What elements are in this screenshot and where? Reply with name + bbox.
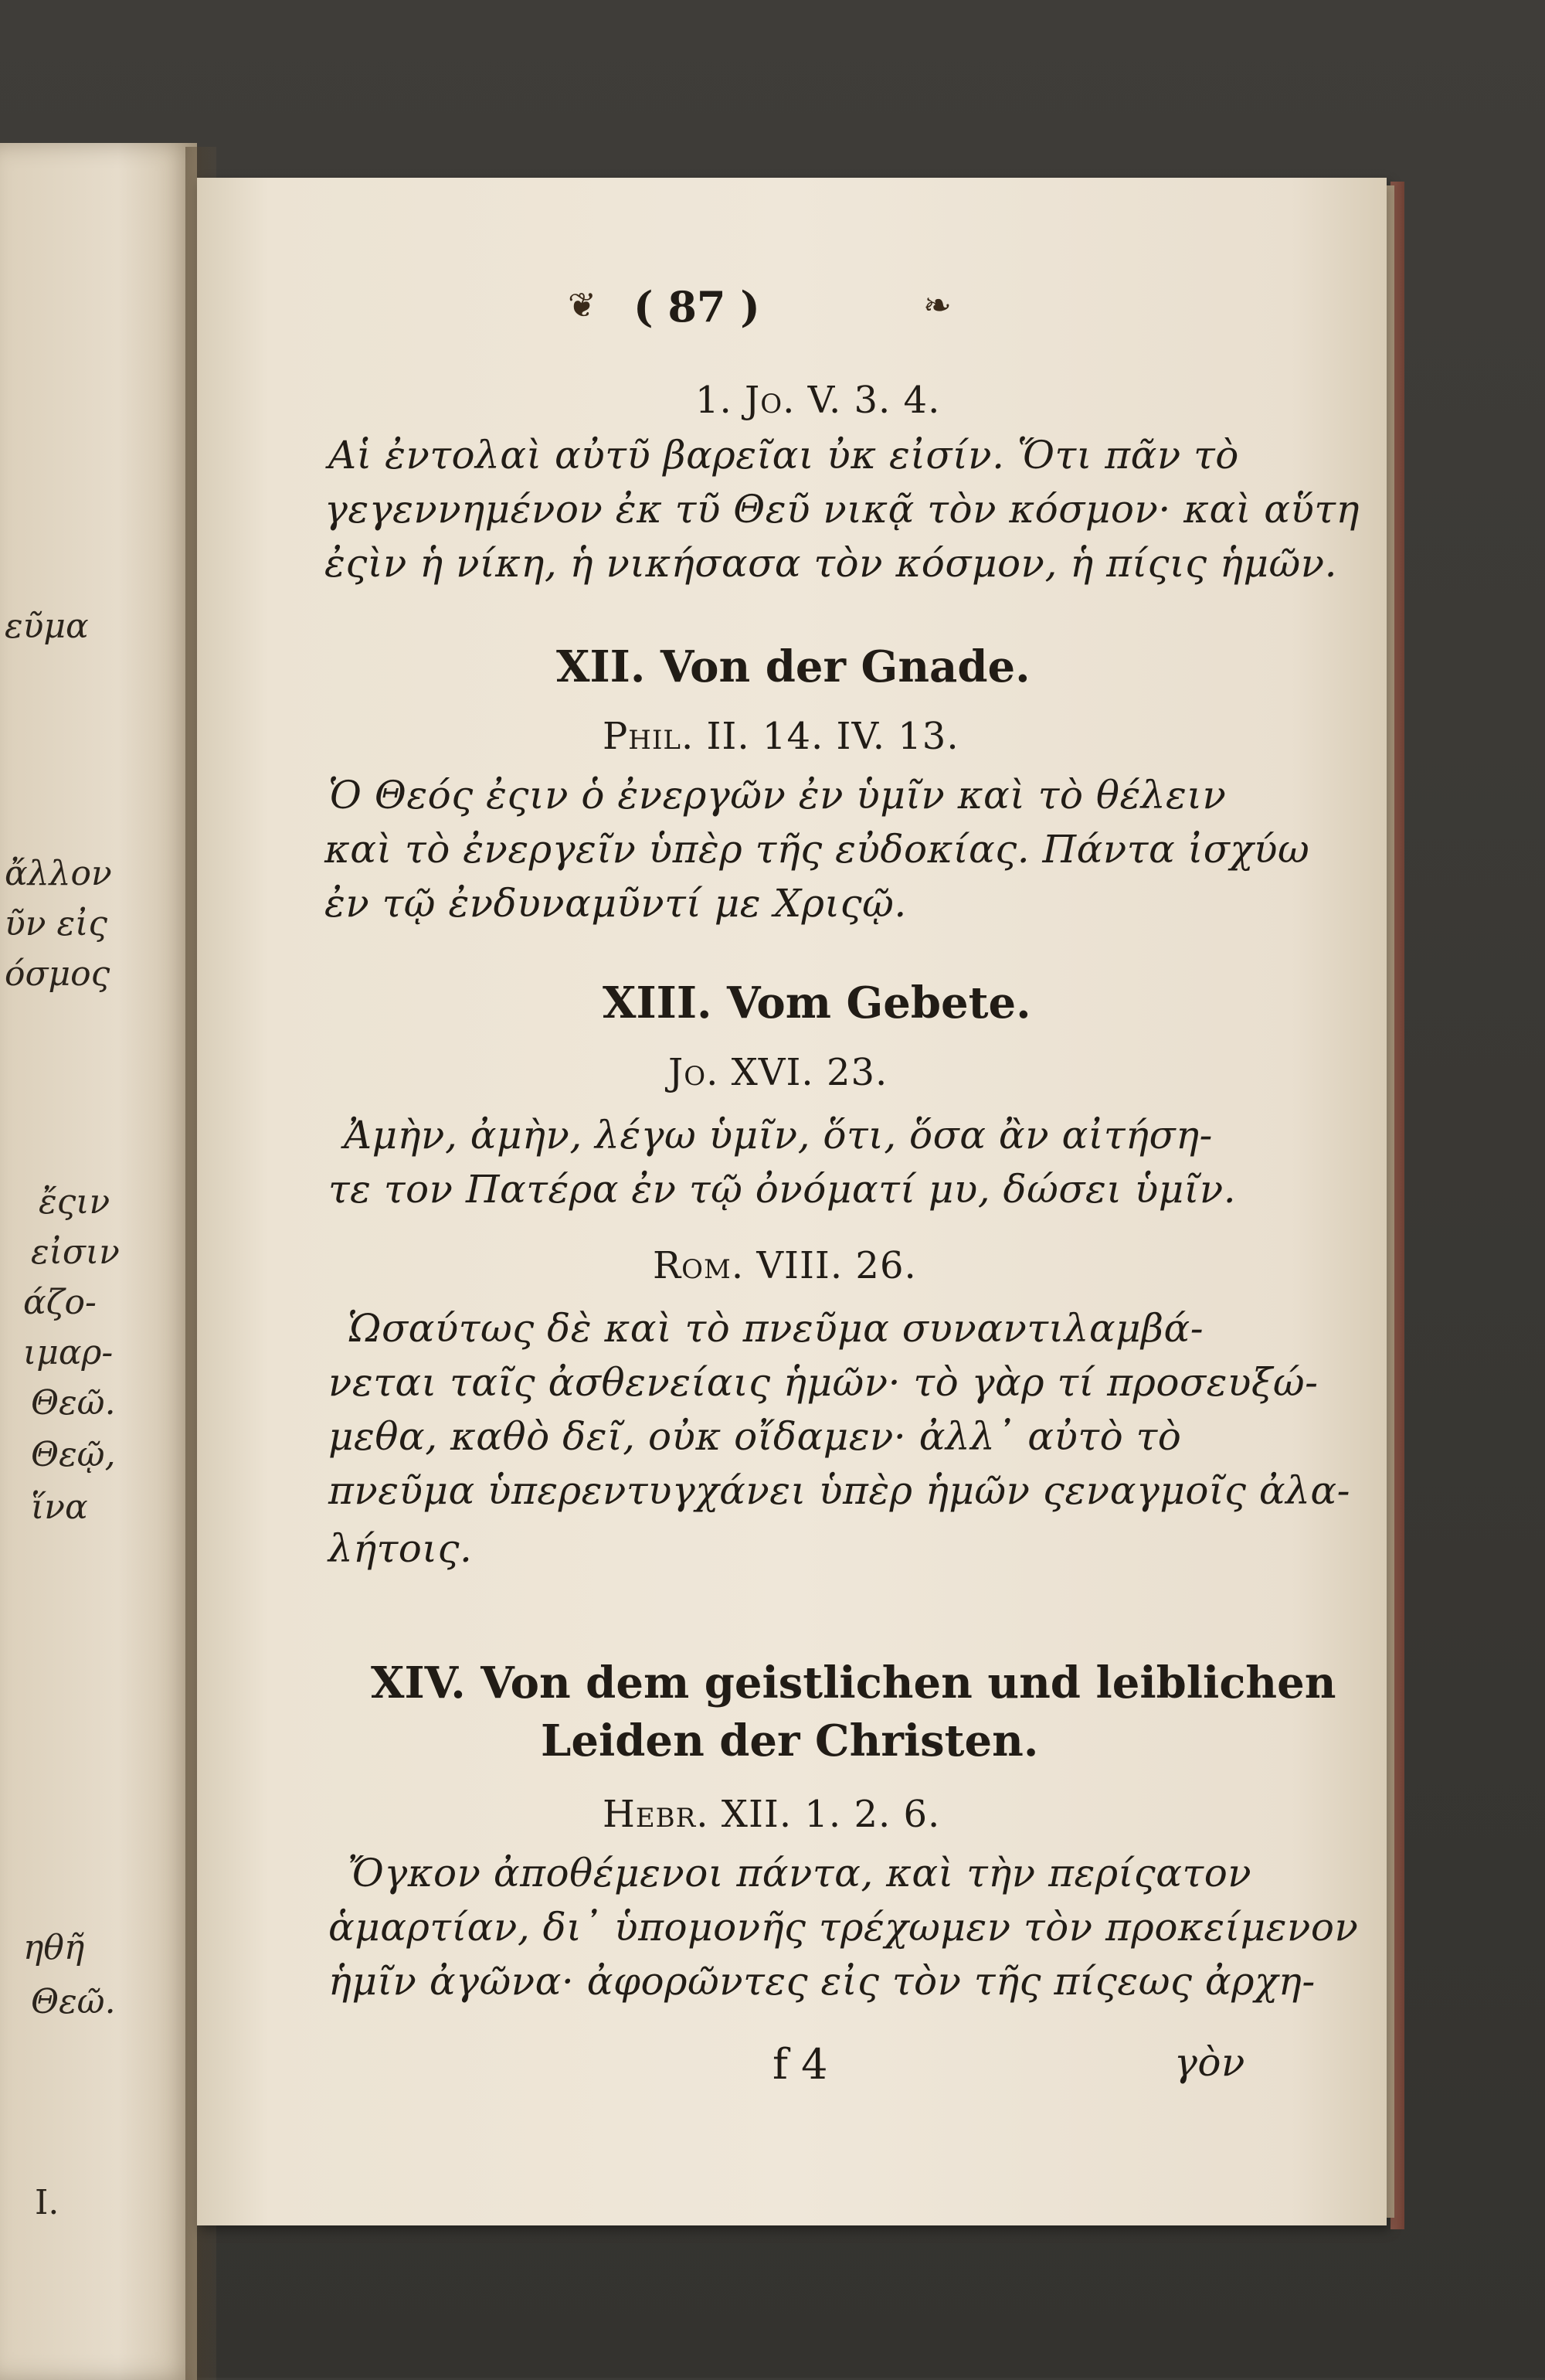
signature-mark: f 4 bbox=[772, 2040, 828, 2089]
left-fragment: όσμος bbox=[5, 954, 110, 994]
greek-text-line: γεγεννημένον ἐκ τῦ Θεῦ νικᾷ τὸν κόσμον· καὶ αὕτη bbox=[324, 487, 1360, 532]
scripture-reference: Jo. XVI. 23. bbox=[668, 1051, 888, 1094]
left-fragment: εἰσιν bbox=[31, 1232, 120, 1272]
greek-text-line: Ὄγκον ἀποθέμενοι πάντα, καὶ τὴν περίςατον bbox=[348, 1851, 1252, 1896]
greek-text-line: καὶ τὸ ἐνεργεῖν ὑπὲρ τῆς εὐδοκίας. Πάντα ἰσχύω bbox=[324, 827, 1310, 872]
greek-text-line: ἡμῖν ἀγῶνα· ἀφορῶντες εἰς τὸν τῆς πίςεως ἀρχη- bbox=[328, 1959, 1316, 2004]
greek-text-line: Ἀμὴν, ἀμὴν, λέγω ὑμῖν, ὅτι, ὅσα ἂν αἰτήση- bbox=[344, 1113, 1213, 1158]
greek-text-line: μεθα, καθὸ δεῖ, οὐκ οἴδαμεν· ἀλλ᾽ αὐτὸ τὸ bbox=[328, 1414, 1182, 1459]
left-fragment: ιμαρ- bbox=[23, 1333, 114, 1372]
greek-text-line: ἁμαρτίαν, δι᾽ ὑπομονῆς τρέχωμεν τὸν προκείμενον bbox=[328, 1905, 1359, 1950]
left-fragment: ἵνα bbox=[31, 1488, 88, 1527]
left-fragment: εῦμα bbox=[5, 607, 89, 646]
section-heading: XII. Von der Gnade. bbox=[556, 641, 1031, 692]
greek-text-line: ἐν τῷ ἐνδυναμῦντί με Χριςῷ. bbox=[324, 881, 907, 926]
greek-text-line: ἐςὶν ἡ νίκη, ἡ νικήσασα τὸν κόσμον, ἡ πίςις ἡμῶν. bbox=[324, 541, 1338, 586]
section-heading: XIV. Von dem geistlichen und leiblichen bbox=[371, 1658, 1336, 1708]
greek-text-line: Ὡσαύτως δὲ καὶ τὸ πνεῦμα συναντιλαμβά- bbox=[348, 1306, 1204, 1351]
left-fragment: ἄλλον bbox=[5, 854, 112, 893]
scripture-reference: 1. Jo. V. 3. 4. bbox=[695, 379, 941, 422]
greek-text-line: Αἱ ἐντολαὶ αὐτῦ βαρεῖαι ὐκ εἰσίν. Ὅτι πᾶν τὸ bbox=[328, 433, 1239, 478]
greek-text-line: τε τον Πατέρα ἐν τῷ ὀνόματί μυ, δώσει ὑμῖν. bbox=[328, 1167, 1237, 1212]
left-fragment: Θεῷ, bbox=[31, 1435, 116, 1474]
left-fragment: I. bbox=[35, 2183, 59, 2222]
greek-text-line: πνεῦμα ὑπερεντυγχάνει ὑπὲρ ἡμῶν ςεναγμοῖς ἀλα- bbox=[328, 1468, 1351, 1513]
left-fragment: ἔςιν bbox=[39, 1182, 110, 1222]
scripture-reference: Rom. VIII. 26. bbox=[653, 1244, 917, 1287]
left-fragment: Θεῶ. bbox=[31, 1383, 116, 1423]
catchword: γὸν bbox=[1174, 2040, 1245, 2085]
ornament-right-icon: ❧ bbox=[923, 286, 952, 325]
section-heading: XIII. Vom Gebete. bbox=[603, 978, 1031, 1028]
section-heading: Leiden der Christen. bbox=[541, 1715, 1039, 1766]
ornament-left-icon: ❦ bbox=[568, 286, 596, 325]
greek-text-line: Ὁ Θεός ἐςιν ὁ ἐνεργῶν ἐν ὑμῖν καὶ τὸ θέλειν bbox=[328, 773, 1227, 818]
greek-text-line: νεται ταῖς ἀσθενείαις ἡμῶν· τὸ γὰρ τί προσευξώ- bbox=[328, 1360, 1319, 1405]
left-facing-page bbox=[0, 143, 197, 2380]
left-fragment: άζο- bbox=[23, 1283, 97, 1322]
greek-text-line: λήτοις. bbox=[328, 1526, 473, 1571]
page-number: ( 87 ) bbox=[633, 282, 760, 332]
left-fragment: Θεῶ. bbox=[31, 1982, 116, 2021]
left-fragment: ῦν εἰς bbox=[5, 904, 107, 944]
scripture-reference: Hebr. XII. 1. 2. 6. bbox=[603, 1793, 941, 1836]
left-fragment: ηθῆ bbox=[23, 1928, 85, 1967]
scripture-reference: Phil. II. 14. IV. 13. bbox=[603, 715, 959, 758]
